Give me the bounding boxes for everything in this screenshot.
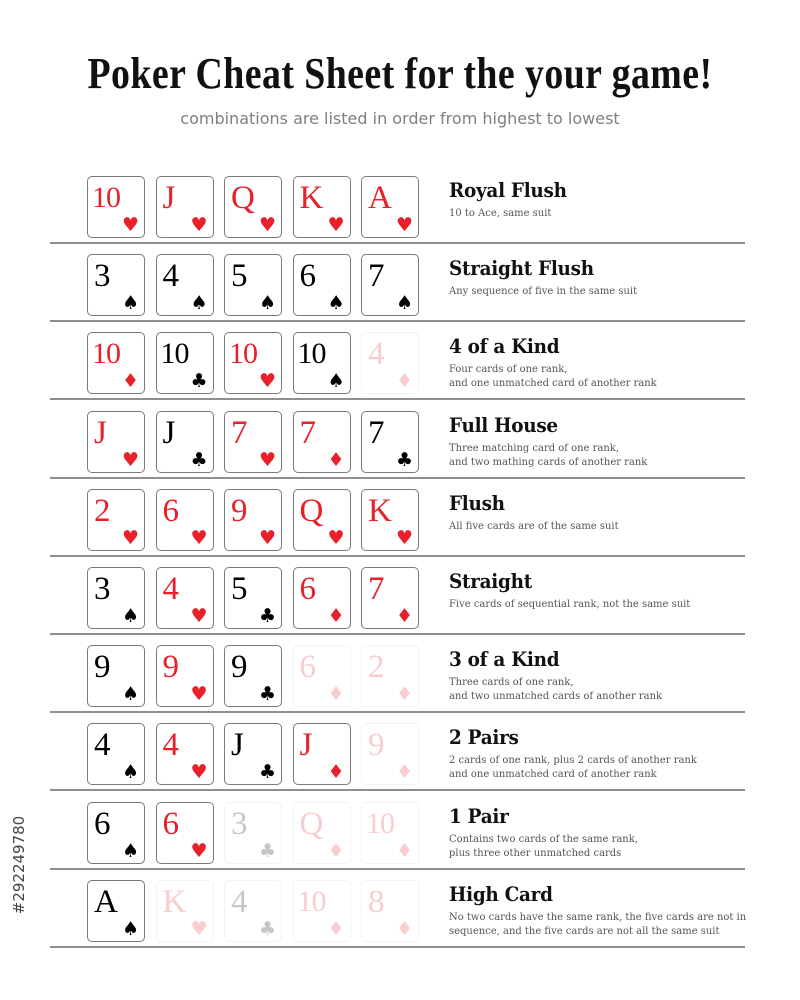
card-rank: 7	[368, 414, 385, 451]
hand-description-line: Three matching card of one rank,	[449, 441, 620, 454]
playing-card	[293, 254, 351, 316]
playing-card	[293, 176, 351, 238]
playing-card	[224, 802, 282, 864]
card-rank: J	[162, 414, 176, 451]
heart-suit-icon: ♥	[121, 448, 139, 471]
card-rank: Q	[299, 805, 324, 842]
card-rank: 3	[94, 258, 111, 295]
spade-suit-icon: ♠	[121, 761, 139, 784]
hand-description	[449, 753, 753, 781]
page-title: Poker Cheat Sheet for the your game!	[87, 49, 713, 98]
playing-card	[293, 723, 351, 785]
hand-description	[449, 597, 753, 611]
hand-description-line: 10 to Ace, same suit	[449, 207, 552, 219]
playing-card	[361, 645, 419, 707]
hand-description	[449, 206, 753, 220]
heart-suit-icon: ♥	[258, 370, 276, 393]
hand-description-line: sequence, and the five cards are not all the same suit	[449, 924, 720, 937]
card-rank: Q	[231, 180, 255, 216]
hand-name: Royal Flush	[449, 178, 567, 202]
heart-suit-icon: ♥	[121, 526, 139, 549]
heart-suit-icon: ♥	[190, 839, 208, 862]
row-divider	[50, 477, 745, 479]
playing-card	[293, 332, 351, 394]
club-suit-icon: ♣	[395, 448, 413, 471]
hand-description	[449, 362, 753, 390]
playing-card	[293, 411, 351, 473]
hand-description-line: Five cards of sequential rank, not the same suit	[449, 598, 691, 610]
playing-card	[87, 411, 145, 473]
card-rank: Q	[299, 492, 324, 529]
hand-row	[0, 567, 800, 645]
hand-description-line: and two unmatched cards of another rank	[449, 690, 663, 703]
playing-card	[293, 645, 351, 707]
row-divider	[50, 320, 745, 322]
row-divider	[50, 555, 745, 557]
playing-card	[87, 880, 145, 942]
hand-description-line: Four cards of one rank,	[449, 363, 568, 376]
diamond-suit-icon: ♦	[395, 761, 413, 784]
playing-card	[87, 802, 145, 864]
club-suit-icon: ♣	[190, 370, 208, 393]
playing-card	[224, 176, 282, 238]
card-rank: 10	[160, 337, 189, 371]
row-divider	[50, 398, 745, 400]
card-rank: J	[162, 180, 176, 216]
heart-suit-icon: ♥	[190, 683, 208, 706]
hand-name: Full House	[449, 412, 558, 437]
spade-suit-icon: ♠	[121, 839, 139, 862]
diamond-suit-icon: ♦	[395, 605, 413, 627]
hand-row	[0, 489, 800, 567]
hand-row	[0, 254, 800, 332]
spade-suit-icon: ♠	[190, 292, 208, 315]
diamond-suit-icon: ♦	[395, 917, 413, 940]
playing-card	[156, 332, 214, 394]
hand-description-line: Three cards of one rank,	[449, 676, 574, 689]
card-rank: 9	[94, 649, 111, 686]
hand-name: 4 of a Kind	[449, 334, 560, 359]
spade-suit-icon: ♠	[121, 292, 139, 315]
card-rank: 6	[299, 571, 316, 607]
card-rank: 10	[366, 806, 394, 840]
card-rank: 4	[162, 727, 179, 764]
playing-card	[156, 723, 214, 785]
hand-row	[0, 645, 800, 723]
hand-name: 2 Pairs	[449, 725, 519, 750]
card-rank: 10	[229, 337, 257, 371]
playing-card	[87, 489, 145, 551]
card-rank: 5	[231, 258, 248, 295]
playing-card	[156, 802, 214, 864]
hand-description-line: and one unmatched card of another rank	[449, 377, 657, 390]
hand-description-line: and one unmatched card of another rank	[449, 768, 657, 781]
card-rank: 5	[231, 571, 248, 607]
playing-card	[224, 645, 282, 707]
card-rank: 6	[94, 805, 111, 842]
hand-row	[0, 332, 800, 410]
spade-suit-icon: ♠	[121, 605, 139, 627]
row-divider	[50, 946, 745, 948]
hand-description	[449, 519, 753, 533]
hand-description	[449, 832, 753, 860]
card-rank: 8	[368, 883, 385, 920]
card-rank: 4	[94, 727, 111, 764]
playing-card	[361, 723, 419, 785]
playing-card	[293, 802, 351, 864]
card-rank: 10	[297, 337, 326, 371]
playing-card	[361, 254, 419, 316]
playing-card	[156, 645, 214, 707]
playing-card	[87, 176, 145, 238]
card-rank: 9	[231, 649, 248, 686]
card-rank: 2	[368, 649, 385, 686]
spade-suit-icon: ♠	[327, 370, 345, 393]
playing-card	[87, 645, 145, 707]
card-rank: K	[162, 883, 187, 920]
spade-suit-icon: ♠	[327, 292, 345, 315]
diamond-suit-icon: ♦	[327, 761, 345, 784]
card-rank: A	[368, 180, 392, 216]
heart-suit-icon: ♥	[327, 214, 345, 236]
diamond-suit-icon: ♦	[395, 370, 413, 393]
playing-card	[361, 332, 419, 394]
card-rank: 9	[368, 727, 385, 764]
heart-suit-icon: ♥	[121, 214, 139, 236]
spade-suit-icon: ♠	[395, 292, 413, 315]
playing-card	[224, 880, 282, 942]
club-suit-icon: ♣	[258, 683, 276, 706]
diamond-suit-icon: ♦	[327, 839, 345, 862]
card-rank: J	[94, 414, 107, 451]
card-rank: 7	[368, 258, 385, 295]
hand-description-line: Contains two cards of the same rank,	[449, 832, 638, 845]
playing-card	[361, 802, 419, 864]
playing-card	[156, 880, 214, 942]
page-subtitle: combinations are listed in order from highest to lowest	[180, 109, 620, 128]
heart-suit-icon: ♥	[327, 526, 345, 549]
hand-name: Straight	[449, 569, 532, 593]
row-divider	[50, 633, 745, 635]
diamond-suit-icon: ♦	[327, 448, 345, 471]
hand-row	[0, 723, 800, 801]
playing-card	[156, 567, 214, 629]
row-divider	[50, 242, 745, 244]
heart-suit-icon: ♥	[190, 214, 208, 236]
hand-name: 1 Pair	[449, 803, 509, 828]
spade-suit-icon: ♠	[258, 292, 276, 315]
card-rank: 7	[299, 414, 316, 451]
playing-card	[224, 411, 282, 473]
card-rank: 6	[299, 258, 316, 295]
playing-card	[224, 489, 282, 551]
card-rank: 7	[231, 414, 248, 451]
spade-suit-icon: ♠	[121, 917, 139, 940]
stock-id-watermark	[8, 760, 30, 970]
club-suit-icon: ♣	[258, 917, 276, 940]
hand-description	[449, 441, 753, 469]
diamond-suit-icon: ♦	[395, 683, 413, 706]
heart-suit-icon: ♥	[258, 526, 276, 549]
card-rank: A	[94, 883, 118, 920]
hand-row	[0, 802, 800, 880]
card-rank: 4	[231, 883, 248, 920]
hand-description	[449, 910, 753, 938]
card-rank: 3	[231, 805, 248, 842]
hand-description-line: 2 cards of one rank, plus 2 cards of another rank	[449, 754, 697, 767]
hand-description-line: Any sequence of five in the same suit	[449, 285, 638, 298]
playing-card	[224, 723, 282, 785]
card-rank: 6	[299, 649, 316, 686]
playing-card	[87, 567, 145, 629]
hand-description-line: plus three other unmatched cards	[449, 846, 622, 859]
hand-name: High Card	[449, 881, 553, 906]
hand-description-line: and two mathing cards of another rank	[449, 455, 648, 468]
card-rank: 4	[368, 336, 385, 373]
card-rank: 2	[94, 492, 111, 529]
diamond-suit-icon: ♦	[327, 683, 345, 706]
heart-suit-icon: ♥	[190, 917, 208, 940]
heart-suit-icon: ♥	[395, 526, 413, 549]
playing-card	[87, 723, 145, 785]
hand-row	[0, 176, 800, 254]
club-suit-icon: ♣	[190, 448, 208, 471]
hand-row	[0, 880, 800, 958]
card-rank: K	[299, 180, 324, 216]
playing-card	[293, 567, 351, 629]
playing-card	[361, 880, 419, 942]
playing-card	[224, 332, 282, 394]
playing-card	[361, 411, 419, 473]
stock-id-text: #292249780	[10, 815, 28, 915]
diamond-suit-icon: ♦	[121, 370, 139, 393]
diamond-suit-icon: ♦	[395, 839, 413, 862]
playing-card	[87, 332, 145, 394]
club-suit-icon: ♣	[258, 605, 276, 627]
hand-description-line: All five cards are of the same suit	[449, 519, 619, 532]
heart-suit-icon: ♥	[395, 214, 413, 236]
playing-card	[361, 489, 419, 551]
spade-suit-icon: ♠	[121, 683, 139, 706]
diamond-suit-icon: ♦	[327, 917, 345, 940]
card-rank: 4	[162, 258, 179, 295]
row-divider	[50, 711, 745, 713]
playing-card	[156, 176, 214, 238]
playing-card	[156, 411, 214, 473]
club-suit-icon: ♣	[258, 761, 276, 784]
row-divider	[50, 868, 745, 870]
card-rank: 9	[231, 492, 248, 529]
card-rank: 10	[92, 181, 120, 214]
card-rank: 10	[297, 884, 326, 918]
heart-suit-icon: ♥	[258, 448, 276, 471]
playing-card	[156, 489, 214, 551]
diamond-suit-icon: ♦	[327, 605, 345, 627]
playing-card	[224, 254, 282, 316]
club-suit-icon: ♣	[258, 839, 276, 862]
playing-card	[361, 567, 419, 629]
card-rank: 10	[92, 337, 120, 371]
heart-suit-icon: ♥	[258, 214, 276, 236]
heart-suit-icon: ♥	[190, 526, 208, 549]
card-rank: 9	[162, 649, 179, 686]
hand-description	[449, 675, 753, 703]
card-rank: 6	[162, 492, 179, 529]
row-divider	[50, 789, 745, 791]
playing-card	[224, 567, 282, 629]
card-rank: J	[231, 727, 244, 764]
heart-suit-icon: ♥	[190, 605, 208, 627]
card-rank: 7	[368, 571, 385, 607]
playing-card	[156, 254, 214, 316]
hand-description	[449, 284, 753, 298]
playing-card	[293, 489, 351, 551]
hand-description-line: No two cards have the same rank, the five cards are not in	[449, 910, 747, 923]
hand-name: 3 of a Kind	[449, 647, 560, 672]
playing-card	[361, 176, 419, 238]
heart-suit-icon: ♥	[190, 761, 208, 784]
card-rank: K	[368, 492, 392, 529]
card-rank: 4	[162, 571, 179, 607]
playing-card	[293, 880, 351, 942]
card-rank: 3	[94, 571, 111, 607]
hand-name: Flush	[449, 490, 505, 515]
card-rank: 6	[162, 805, 179, 842]
hand-row	[0, 411, 800, 489]
card-rank: J	[299, 727, 313, 764]
playing-card	[87, 254, 145, 316]
hand-name: Straight Flush	[449, 256, 594, 281]
